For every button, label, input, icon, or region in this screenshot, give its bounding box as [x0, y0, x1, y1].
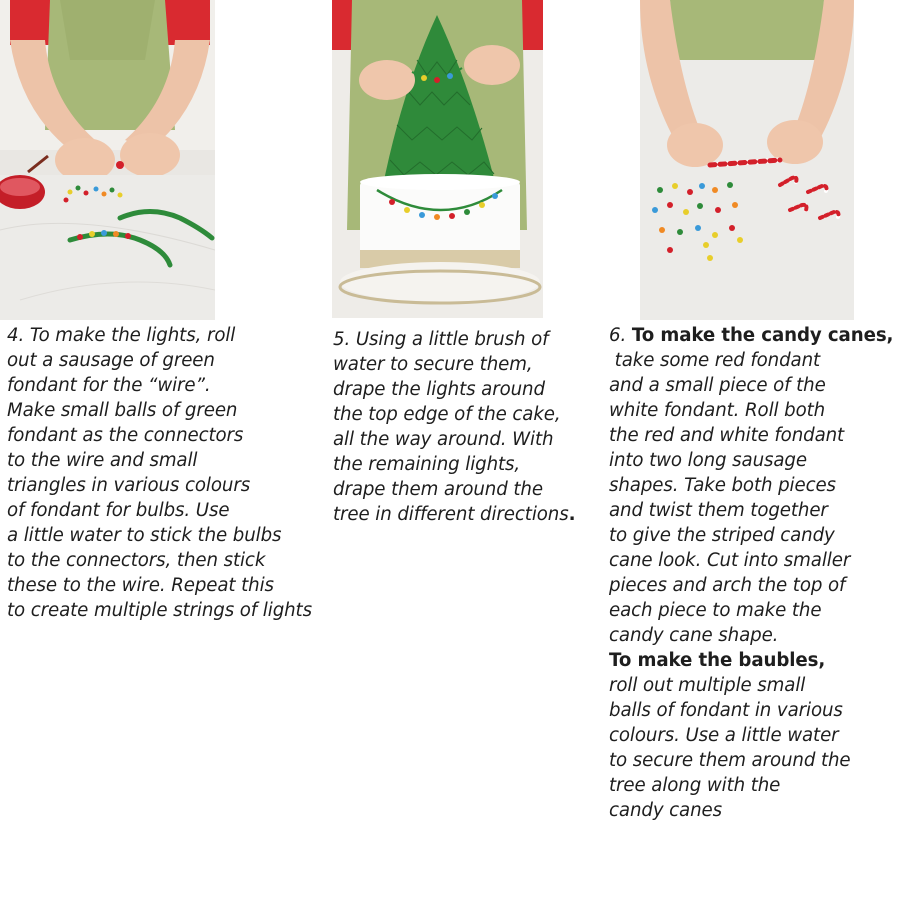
step-4-line: fondant for the “wire”. — [7, 375, 211, 396]
step-5-line: the remaining lights, — [333, 454, 521, 475]
baubles-heading: To make the baubles, — [609, 650, 826, 671]
step-6-line: balls of fondant in various — [609, 700, 843, 721]
step-4-line: a little water to stick the bulbs — [7, 525, 282, 546]
step-6-line: shapes. Take both pieces — [609, 475, 836, 496]
step-6-number: 6. — [609, 325, 627, 346]
step-5-line: drape them around the — [333, 479, 543, 500]
step-4-line: Make small balls of green — [7, 400, 238, 421]
step-6-line: white fondant. Roll both — [609, 400, 826, 421]
step-5-end-mark: . — [568, 504, 576, 525]
step-5-line: 5. Using a little brush of — [333, 329, 549, 350]
photo-making-lights — [0, 0, 215, 320]
step-6-line: tree along with the — [609, 775, 781, 796]
step-4-line: these to the wire. Repeat this — [7, 575, 274, 596]
step-6-line: and a small piece of the — [609, 375, 826, 396]
step-6-text — [609, 323, 893, 823]
step-5-last-line — [333, 502, 575, 527]
step-5-line: tree in different directions — [333, 504, 569, 525]
step-4-line: triangles in various colours — [7, 475, 251, 496]
step-6-line: to give the striped candy — [609, 525, 835, 546]
step-4-line: to the connectors, then stick — [7, 550, 266, 571]
photo-candy-canes — [640, 0, 854, 320]
step-6-line: the red and white fondant — [609, 425, 845, 446]
step-4-line: to create multiple strings of lights — [7, 600, 312, 621]
step-5-line: drape the lights around — [333, 379, 545, 400]
step-6-line: roll out multiple small — [609, 675, 806, 696]
step-4-text — [7, 323, 312, 623]
tree-cake-image — [332, 0, 543, 318]
step-6-line: colours. Use a little water — [609, 725, 839, 746]
step-6-line: each piece to make the — [609, 600, 822, 621]
making-lights-image — [0, 0, 215, 320]
step-4-line: 4. To make the lights, roll — [7, 325, 236, 346]
step-6-line: cane look. Cut into smaller — [609, 550, 851, 571]
step-6-line: and twist them together — [609, 500, 828, 521]
step-6-line: to secure them around the — [609, 750, 851, 771]
photo-tree-cake — [332, 0, 543, 318]
step-6-line: candy canes — [609, 800, 722, 821]
step-6-line: pieces and arch the top of — [609, 575, 846, 596]
step-6-line: candy cane shape. — [609, 625, 779, 646]
candy-canes-image — [640, 0, 854, 320]
baubles-heading-line — [609, 648, 893, 673]
step-4-line: fondant as the connectors — [7, 425, 244, 446]
step-5-text — [333, 327, 575, 527]
step-4-line: of fondant for bulbs. Use — [7, 500, 230, 521]
candy-canes-heading: To make the candy canes, — [631, 325, 894, 346]
step-6-line: take some red fondant — [609, 350, 821, 371]
step-4-line: to the wire and small — [7, 450, 198, 471]
step-4-line: out a sausage of green — [7, 350, 215, 371]
step-5-line: water to secure them, — [333, 354, 533, 375]
step-5-line: the top edge of the cake, — [333, 404, 561, 425]
step-6-heading-line — [609, 323, 893, 348]
step-5-line: all the way around. With — [333, 429, 554, 450]
step-6-line: into two long sausage — [609, 450, 807, 471]
